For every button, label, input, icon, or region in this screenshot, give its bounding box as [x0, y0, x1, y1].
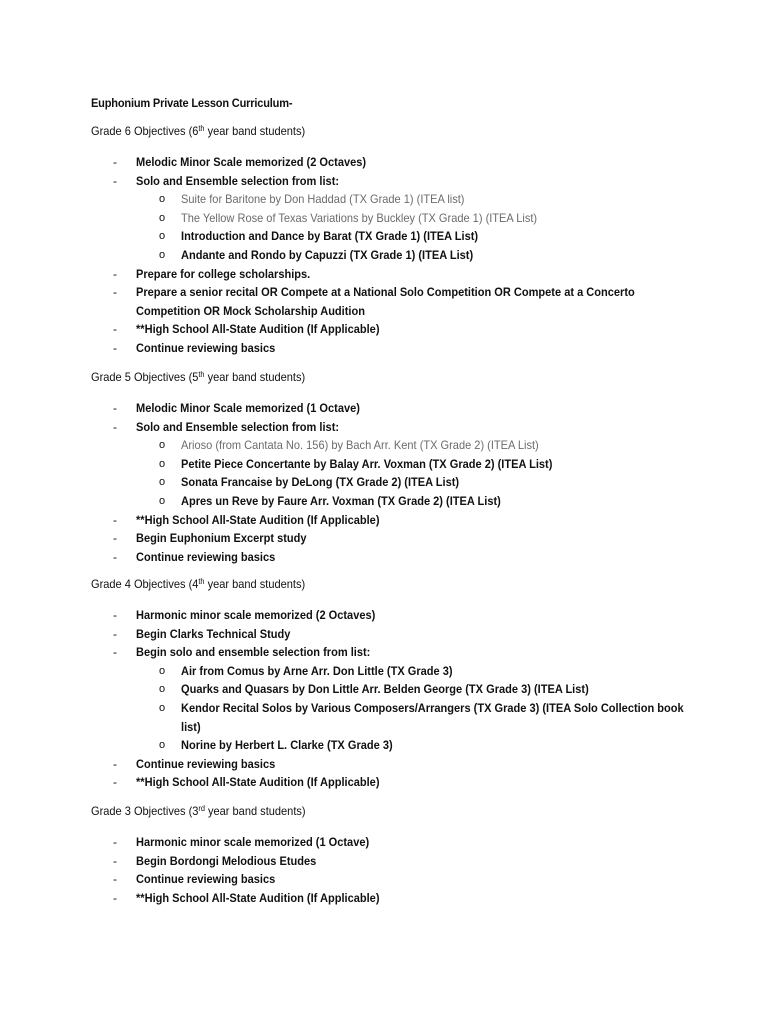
sub-list-item: o Quarks and Quasars by Don Little Arr. Belden George (TX Grade 3) (ITEA List) [91, 680, 731, 699]
dash-bullet: - [113, 266, 117, 281]
circle-bullet-icon: o [159, 683, 166, 696]
sub-list-item: o Air from Comus by Arne Arr. Don Little (TX Grade 3) [91, 662, 731, 681]
sub-list-item: o Apres un Reve by Faure Arr. Voxman (TX Grade 2) (ITEA List) [91, 492, 731, 511]
circle-bullet-icon: o [159, 248, 166, 261]
objectives-list [91, 606, 731, 792]
dash-bullet: - [113, 608, 117, 622]
list-item: - Melodic Minor Scale memorized (2 Octaves) [91, 153, 731, 172]
dash-bullet: - [113, 531, 117, 546]
list-item: - Continue reviewing basics [91, 548, 731, 567]
circle-bullet-icon: o [159, 211, 166, 224]
sub-list-item: o Arioso (from Cantata No. 156) by Bach Arr. Kent (TX Grade 2) (ITEA List) [91, 436, 731, 455]
sub-list-item: o Petite Piece Concertante by Balay Arr. Voxman (TX Grade 2) (ITEA List) [91, 455, 731, 474]
circle-bullet-icon: o [159, 230, 166, 243]
circle-bullet-icon: o [159, 457, 166, 470]
circle-bullet-icon: o [159, 701, 166, 714]
dash-bullet: - [113, 155, 117, 169]
sub-list-item: o Sonata Francaise by DeLong (TX Grade 2) (ITEA List) [91, 473, 731, 492]
section-grade-6 [91, 123, 731, 358]
dash-bullet: - [113, 872, 117, 887]
list-item: - Harmonic minor scale memorized (2 Octaves) [91, 606, 731, 625]
circle-bullet-icon: o [159, 193, 166, 206]
section-grade-3 [91, 803, 731, 907]
dash-bullet: - [113, 419, 117, 434]
list-item: - Begin Bordongi Melodious Etudes [91, 852, 731, 871]
sub-list-item: o Andante and Rondo by Capuzzi (TX Grade 1) (ITEA List) [91, 246, 731, 265]
list-item: - Harmonic minor scale memorized (1 Octave) [91, 833, 731, 852]
section-heading: Grade 3 Objectives (3rd year band students) [91, 804, 306, 818]
section-heading: Grade 4 Objectives (4th year band students) [91, 577, 306, 591]
section-heading: Grade 6 Objectives (6th year band students) [91, 124, 306, 138]
list-item: - Begin Clarks Technical Study [91, 625, 731, 644]
dash-bullet: - [113, 173, 117, 188]
section-heading: Grade 5 Objectives (5th year band students) [91, 370, 306, 384]
objectives-list [91, 399, 731, 566]
dash-bullet: - [113, 835, 117, 849]
dash-bullet: - [113, 756, 117, 771]
list-item: - **High School All-State Audition (If Applicable) [91, 889, 731, 908]
sub-list-item: o Suite for Baritone by Don Haddad (TX Grade 1) (ITEA list) [91, 190, 731, 209]
sub-list-item: o Introduction and Dance by Barat (TX Grade 1) (ITEA List) [91, 227, 731, 246]
circle-bullet-icon: o [159, 439, 166, 452]
dash-bullet: - [113, 549, 117, 564]
list-item: - Melodic Minor Scale memorized (1 Octave) [91, 399, 731, 418]
sub-list-item: o Kendor Recital Solos by Various Composers/Arrangers (TX Grade 3) (ITEA Solo Collection book list) [159, 700, 684, 734]
list-item: - **High School All-State Audition (If Applicable) [91, 320, 731, 339]
document-title: Euphonium Private Lesson Curriculum- [91, 96, 293, 110]
list-item: - Begin Euphonium Excerpt study [91, 529, 731, 548]
dash-bullet: - [113, 626, 117, 641]
section-grade-5 [91, 369, 731, 566]
objectives-list [91, 153, 731, 358]
circle-bullet-icon: o [159, 739, 166, 752]
dash-bullet: - [113, 340, 117, 355]
objectives-list [91, 833, 731, 907]
dash-bullet: - [113, 401, 117, 415]
circle-bullet-icon: o [159, 664, 166, 677]
list-item: - **High School All-State Audition (If Applicable) [91, 511, 731, 530]
sub-list-item: o Norine by Herbert L. Clarke (TX Grade 3) [91, 736, 731, 755]
list-item: - Continue reviewing basics [91, 755, 731, 774]
dash-bullet: - [113, 890, 117, 905]
dash-bullet: - [113, 322, 117, 337]
list-item: - **High School All-State Audition (If Applicable) [91, 773, 731, 792]
list-item: - Solo and Ensemble selection from list: [91, 172, 731, 191]
list-item: - Prepare for college scholarships. [91, 265, 731, 284]
sub-list-item: o The Yellow Rose of Texas Variations by Buckley (TX Grade 1) (ITEA List) [91, 209, 731, 228]
list-item: - Prepare a senior recital OR Compete at a National Solo Competition OR Compete at a Concerto Competition OR Mock Scholarship Audition [113, 285, 635, 318]
circle-bullet-icon: o [159, 476, 166, 489]
dash-bullet: - [113, 775, 117, 790]
dash-bullet: - [113, 645, 117, 660]
dash-bullet: - [113, 853, 117, 868]
list-item: - Solo and Ensemble selection from list: [91, 418, 731, 437]
list-item: - Begin solo and ensemble selection from list: [91, 643, 731, 662]
list-item: - Continue reviewing basics [91, 870, 731, 889]
dash-bullet: - [113, 512, 117, 527]
dash-bullet: - [113, 285, 117, 300]
section-grade-4 [91, 576, 731, 792]
list-item: - Continue reviewing basics [91, 339, 731, 358]
circle-bullet-icon: o [159, 494, 166, 507]
